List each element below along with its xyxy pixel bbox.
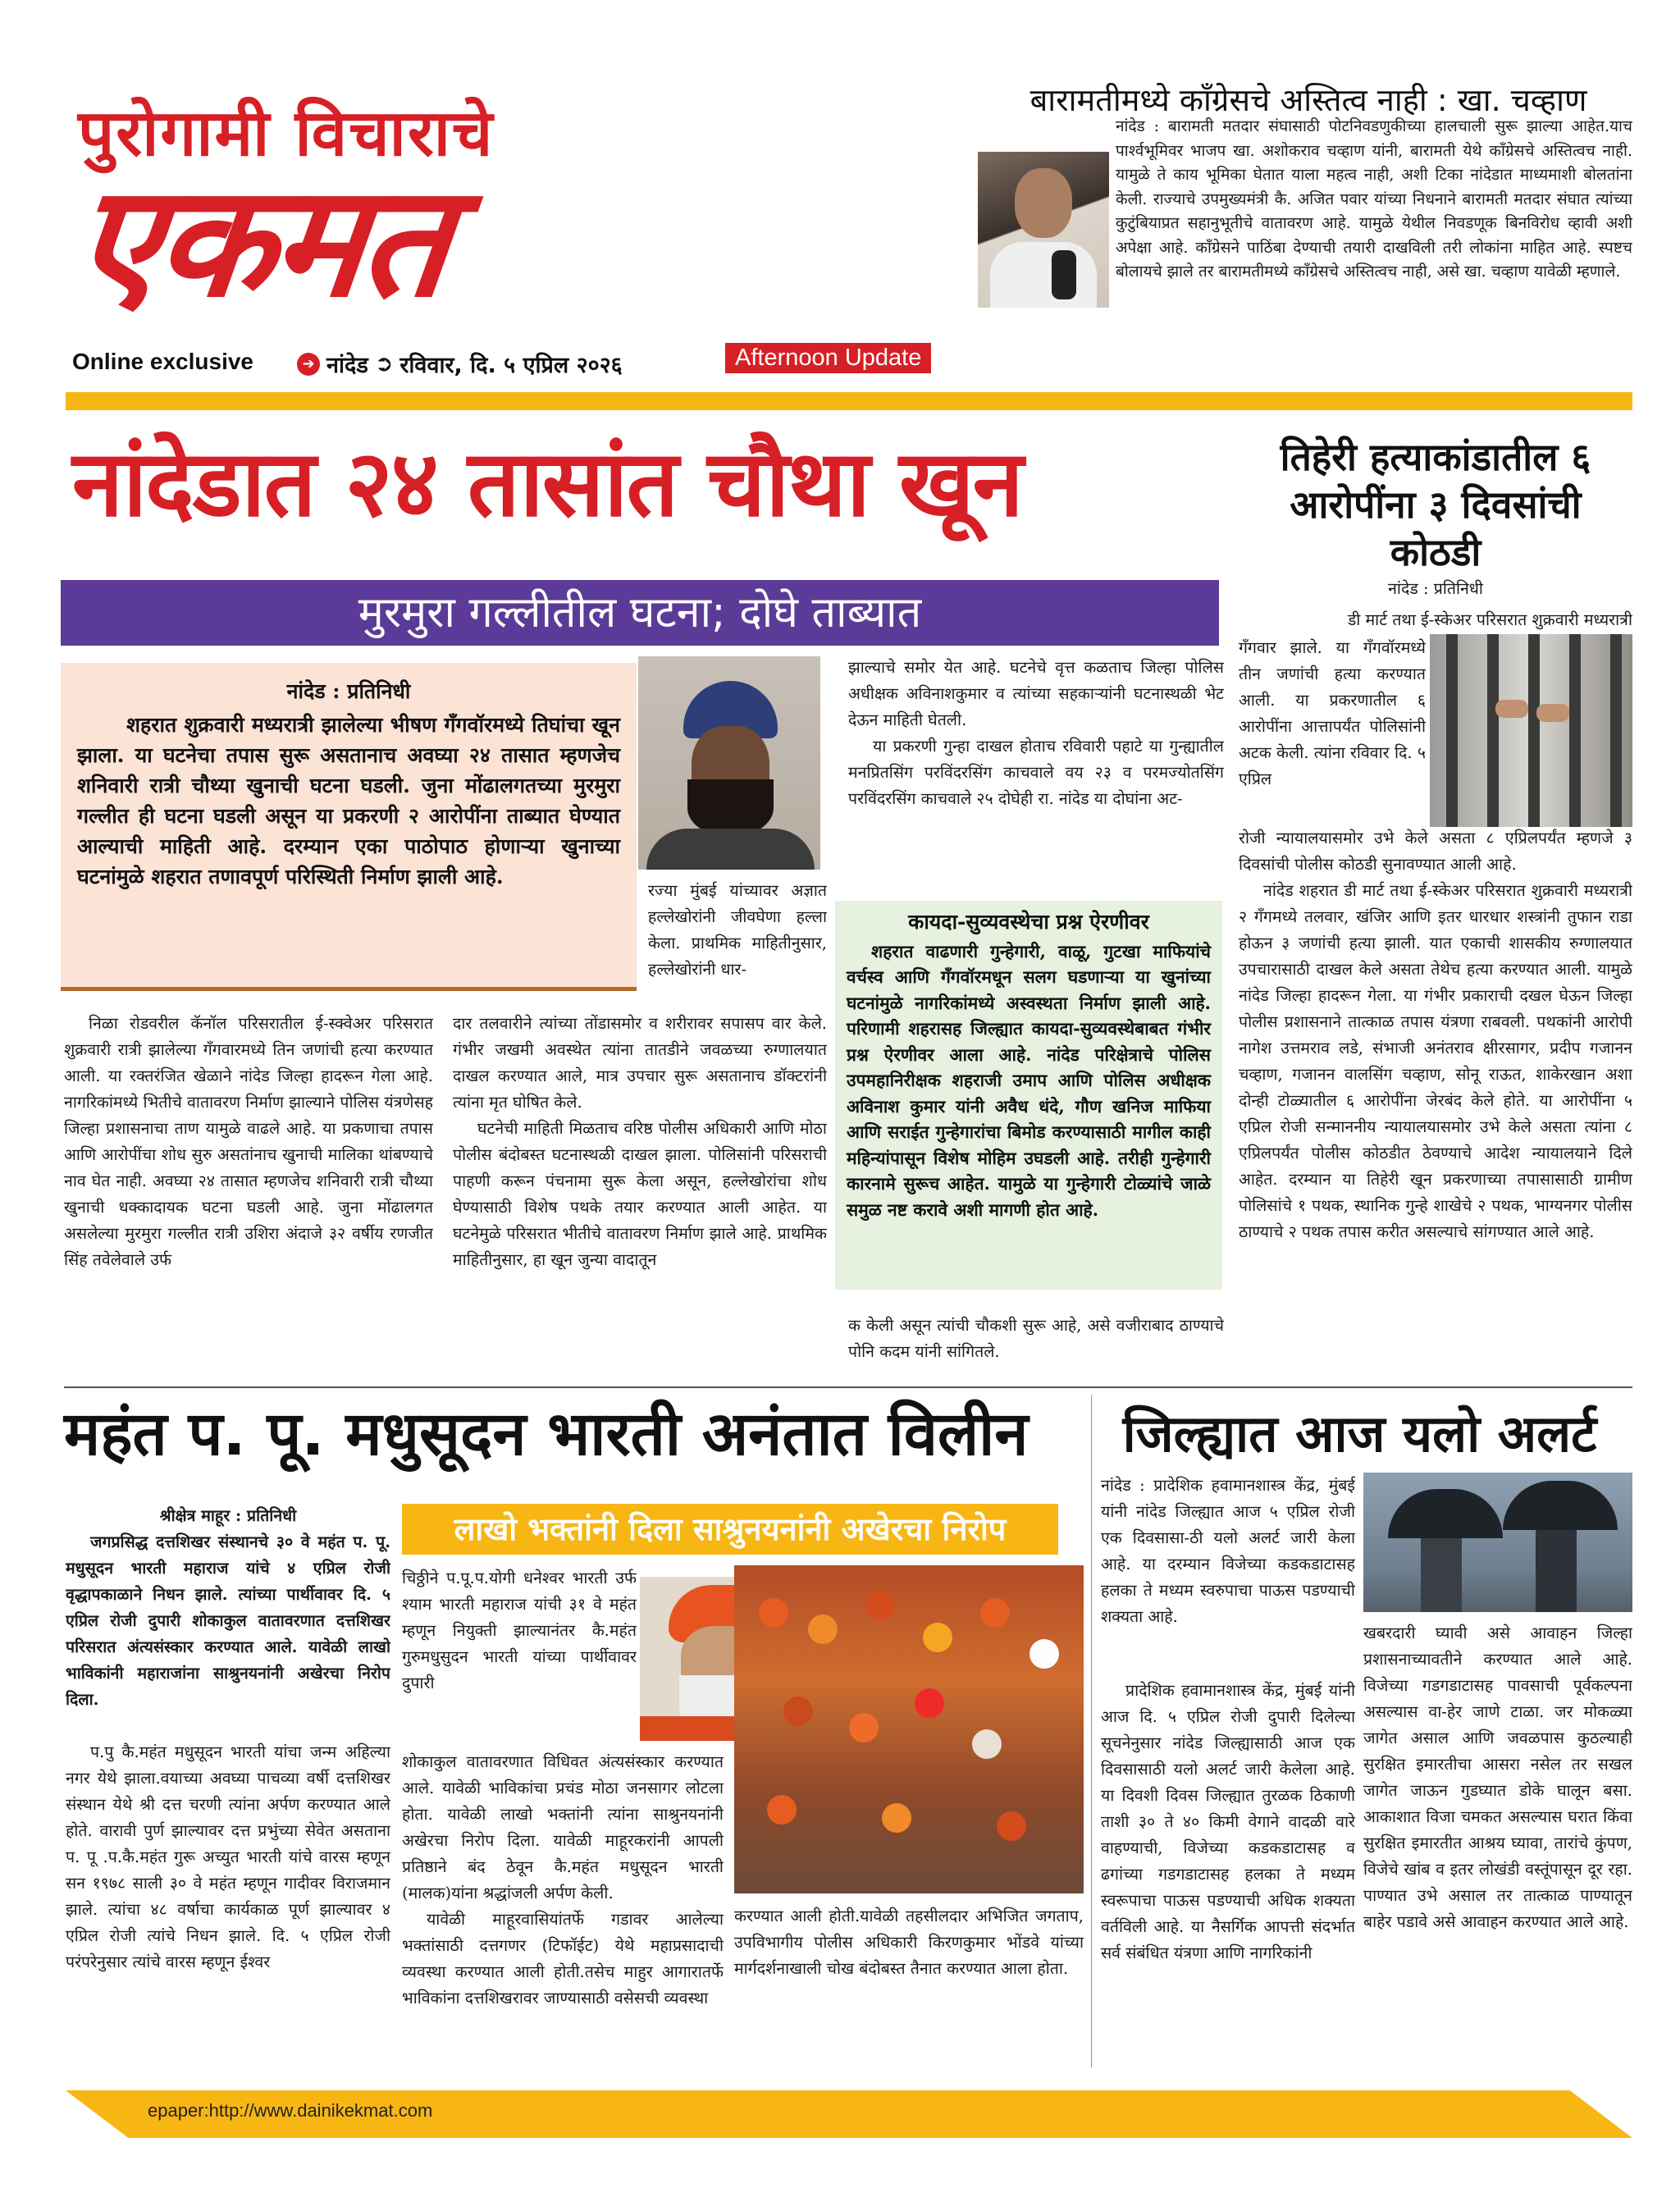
baramati-body: नांदेड : बारामती मतदार संघासाठी पोटनिवडणुकीच्या हालचाली सुरू झाल्या आहेत.याच पार्श्वभूमिवर भाजप खा. अशोकराव चव्हाण यांनी, बारामती येथे काँग्रेसचे अस्तित्वच नाही. यामुळे ते काय भूमिका घेतात याला महत्व नाही, अशी टिका नांदेडात माध्यमाशी बोलतांना केली. राज्याचे उपमुख्यमंत्री कै. अजित पवार यांच्या निधनाने बारामती मतदार संघात त्यांच्या कुटुंबियाप्रत सहानुभूतीचे वातावरण आहे. यामुळे येथील निवडणूक बिनविरोध व्हावी अशी अपेक्षा आहे. काँग्रेसने पाठिंबा देण्याची तयारी दाखविली तरी लोकांना माहित आहे. स्पष्टच बोलायचे झाले तर बारामतीमध्ये काँग्रेसचे अस्तित्वच नाही, असे खा. चव्हाण यावेळी म्हणाले. <box>1116 117 1632 281</box>
lead-byline: नांदेड : प्रतिनिधी <box>286 679 411 703</box>
yellow-divider-bar <box>66 392 1632 410</box>
arrow-icon: ➲ <box>374 351 394 377</box>
mahant-lead: श्रीक्षेत्र माहूर : प्रतिनिधी जगप्रसिद्ध दत्तशिखर संस्थानचे ३० वे महंत प. पू. मधुसूदन भारती महाराज यांचे ४ एप्रिल रोजी वृद्धापकाळाने निधन झाले. त्यांच्या पार्थीवावर दि. ५ एप्रिल रोजी दुपारी शोकाकुल वातावरणात दत्तशिखर परिसरात अंत्यसंस्कार करण्यात आले. यावेळी लाखो भाविकांनी महाराजांना साश्रुनयनांनी अखेरचा निरोप दिला. <box>66 1506 390 1709</box>
online-exclusive-label: Online exclusive <box>72 349 253 374</box>
mahant-col1: प.पु कै.महंत मधुसूदन भारती यांचा जन्म अहिल्या नगर येथे झाला.वयाच्या अवघ्या पाचव्या वर्षी दत्तशिखर संस्थान येथे श्री दत्त चरणी त्यांना अर्पण करण्यात आले होते. वारावी पुर्ण झाल्यावर दत्त प्रभुंच्या सेवेत असताना प. पू .प.कै.महंत गुरू अच्युत भारती यांचे वारस म्हणून सन १९७८ साली ३० वे महंत म्हणून गादीवर विराजमान झाले. त्यांचा ४८ वर्षाचा कार्यकाळ पूर्ण झाल्यावर ४ एप्रिल रोजी त्यांचे निधन झाले. दि. ५ एप्रिल रोजी परंपरेनुसार त्यांचे वारस म्हणून ईश्वर <box>66 1743 390 1971</box>
lead-text: शहरात शुक्रवारी मध्यरात्री झालेल्या भीषण गँगवॉरमध्ये तिघांचा खून झाला. या घटनेचा तपास सुरू असतानाच अवघ्या २४ तासात म्हणजेच शनिवारी रात्री चौथ्या खुनाची घटना घडली. जुना मोंढालगतच्या मुरमुरा गल्लीत ही घटना घडली असून या प्रकरणी २ आरोपींना ताब्यात घेण्यात आल्याची माहिती आहे. दरम्यान एका पाठोपाठ होणाऱ्या खुनाच्या घटनांमुळे शहरात तणावपूर्ण परिस्थिती निर्माण झाली आहे. <box>77 713 620 888</box>
mahant-headline: महंत प. पू. मधुसूदन भारती अनंतात विलीन <box>64 1399 1029 1469</box>
victim-photo <box>638 656 820 870</box>
law-order-box <box>835 901 1222 1290</box>
law-order-text: शहरात वाढणारी गुन्हेगारी, वाळू, गुटखा माफियांचे वर्चस्व आणि गँगवॉरमधून सलग घडणाऱ्या या खुनांच्या घटनांमुळे नागरिकांमध्ये अस्वस्थता निर्माण झाली आहे. परिणामी शहरासह जिल्ह्यात कायदा-सुव्यवस्थेबाबत गंभीर प्रश्न ऐरणीवर आला आहे. नांदेड परिक्षेत्राचे पोलिस उपमहानिरीक्षक शहराजी उमाप आणि पोलिस अधीक्षक अविनाश कुमार यांनी अवैध धंदे, गौण खनिज माफिया आणि सराईत गुन्हेगारांचा बिमोड करण्यासाठी मागील काही महिन्यांपासून विशेष मोहिम उघडली आहे. तरीही गुन्हेगारी कारनामे सुरूच आहेत. यामुळे या गुन्हेगारी टोळ्यांचे जाळे समुळ नष्ट करावे अशी मागणी होत आहे. <box>847 940 1211 1220</box>
edition-badge: Afternoon Update <box>725 343 931 373</box>
arrow-right-icon: ➔ <box>297 353 320 376</box>
masthead-logo: एकमत <box>66 152 456 331</box>
tihari-bottom-col: रोजी न्यायालयासमोर उभे केले असता ८ एप्रिलपर्यंत म्हणजे ३ दिवसांची पोलीस कोठडी सुनावण्यात आली आहे. नांदेड शहरात डी मार्ट तथा ई-स्केअर परिसरात शुक्रवारी मध्यरात्री २ गँगमध्ये तलवार, खंजिर आणि इतर धारधार शस्त्रांनी तुफान राडा होऊन ३ जणांची हत्या झाली. यात एकाची शासकीय रुग्णालयात उपचारासाठी दाखल केले असता तेथेच हत्या करण्यात आली. यामुळे नांदेड जिल्हा हादरून गेला. या गंभीर प्रकाराची दखल घेऊन जिल्हा पोलीस प्रशासनाने तात्काळ तपास यंत्रणा राबवली. पथकांनी आरोपी नागेश उत्तमराव लडे, संभाजी अनंतराव क्षीरसागर, प्रदीप गजानन चव्हाण, गजानन वालसिंग चव्हाण, सोनू राऊत, शाकेरखान अशा दोन्ही टोळ्यातील ६ आरोपींना जेरबंद केले होते. या आरोपींना ५ एप्रिल रोजी सन्माननीय न्यायालयासमोर उभे केले असता त्यांना ८ एप्रिलपर्यंत पोलीस कोठडीत ठेवण्याचे आदेश न्यायालयाने दिले आहेत. दरम्यान या तिहेरी खून प्रकरणाच्या तपासासाठी ग्रामीण पोलिसांचे १ पथक, स्थानिक गुन्हे शाखेचे २ पथक, भाग्यनगर पोलीस ठाण्याचे २ पथक तपास करीत असल्याचे सांगण्यात आले आहे. <box>1239 829 1632 1241</box>
main-headline: नांदेडात २४ तासांत चौथा खून <box>72 431 1022 537</box>
epaper-link[interactable]: epaper:http://www.dainikekmat.com <box>148 2100 433 2121</box>
law-order-heading: कायदा-सुव्यवस्थेचा प्रश्न ऐरणीवर <box>908 910 1149 934</box>
main-col3-top: झाल्याचे समोर येत आहे. घटनेचे वृत्त कळताच जिल्हा पोलिस अधीक्षक अविनाशकुमार व त्यांच्या सहकाऱ्यांनी घटनास्थळी भेट देऊन माहिती घेतली. या प्रकरणी गुन्हा दाखल होताच रविवारी पहाटे या गुन्ह्यातील मनप्रितसिंग परविंदरसिंग काचवाले वय २३ व परमज्योतसिंग परविंदरसिंग काचवाले २५ दोघेही रा. नांदेड या दोघांना अट- <box>848 658 1224 808</box>
tihari-left-col: गँगवार झाले. या गँगवॉरमध्ये तीन जणांची हत्या करण्यात आली. या प्रकरणातील ६ आरोपींना आत्तापर्यंत पोलिसांनी अटक केली. त्यांना रविवार दि. ५ एप्रिल <box>1239 638 1426 788</box>
tihari-headline: तिहेरी हत्याकांडातील ६ आरोपींना ३ दिवसांची कोठडी <box>1280 435 1591 574</box>
baramati-headline: बारामतीमध्ये काँग्रेसचे अस्तित्व नाही : खा. चव्हाण <box>1029 82 1587 118</box>
tihari-top-line: डी मार्ट तथा ई-स्केअर परिसरात शुक्रवारी मध्यरात्री <box>1347 610 1632 629</box>
main-col2-top: रज्या मुंबई यांच्यावर अज्ञात हल्लेखोरांनी जीवघेणा हल्ला केला. प्राथमिक माहितीनुसार, हल्लेखोरांनी धार- <box>648 881 827 979</box>
section-divider <box>64 1386 1632 1388</box>
mahant-subheadline: लाखो भक्तांनी दिला साश्रुनयनांनी अखेरचा निरोप <box>402 1504 1058 1555</box>
tihari-byline: नांदेड : प्रतिनिधी <box>1388 579 1483 598</box>
mahant-col2-bottom: शोकाकुल वातावरणात विधिवत अंत्यसंस्कार करण्यात आले. यावेळी भाविकांचा प्रचंड मोठा जनसागर लोटला होता. यावेळी लाखो भक्तांनी त्यांना साश्रुनयनांनी अखेरचा निरोप दिला. यावेळी माहूरकरांनी आपली प्रतिष्ठाने बंद ठेवून कै.महंत मधुसूदन भारती (मालक)यांना श्रद्धांजली अर्पण केली. यावेळी माहूरवासियांतर्फे गडावर आलेल्या भक्तांसाठी दत्तगणर (टिफॉईट) येथे महाप्रसादाची व्यवस्था करण्यात आली होती.तसेच माहुर आगारातर्फे भाविकांना दत्तशिखरावर जाण्यासाठी वसेसची व्यवस्था <box>402 1752 724 2007</box>
mahant-col2-top: चिठ्ठीने प.पू.प.योगी धनेश्वर भारती उर्फ श्याम भारती महाराज यांची ३१ वे महंत म्हणून नियुक्ती झाल्यानंतर कै.महंत गुरुमधुसुदन भारती यांच्या पार्थीवावर दुपारी <box>402 1569 637 1692</box>
alert-col2: खबरदारी घ्यावी असे आवाहन जिल्हा प्रशासनाच्यावतीने करण्यात आले आहे. विजेच्या गडगडाटासह पावसाची पूर्वकल्पना असल्यास वा-हेर जाणे टाळा. जर मोकळ्या जागेत असाल आणि जवळपास कुठल्याही सुरक्षित इमारतीचा आसरा नसेल तर सखल जागेत जाऊन गुडघ्यात डोके घालून बसा. आकाशात विजा चमकत असल्यास घरात किंवा सुरक्षित इमारतीत आश्रय घ्यावा, तारांचे कुंपण, विजेचे खांब व इतर लोखंडी वस्तूंपासून दूर रहा. पाण्यात उभे असाल तर तात्काळ पाण्यातून बाहेर पडावे असे आवाहन करण्यात आले आहे. <box>1363 1624 1632 1931</box>
masthead-tagline: पुरोगामी विचाराचे <box>78 97 495 171</box>
jail-photo <box>1430 634 1632 827</box>
dateline <box>297 349 623 379</box>
dateline-date: रविवार, दि. ५ एप्रिल २०२६ <box>399 353 623 378</box>
funeral-crowd-photo <box>734 1565 1084 1893</box>
alert-col1-top: नांदेड : प्रादेशिक हवामानशास्त्र केंद्र, मुंबई यांनी नांदेड जिल्ह्यात आज ५ एप्रिल रोजी एक दिवसासा-ठी यलो अलर्ट जारी केला आहे. या दरम्यान विजेच्या कडकडाटासह हलका ते मध्यम स्वरुपाचा पाऊस पडण्याची शक्यता आहे. <box>1101 1476 1355 1626</box>
alert-headline: जिल्ह्यात आज यलो अलर्ट <box>1122 1404 1597 1464</box>
lead-box <box>61 663 637 991</box>
rain-umbrella-photo <box>1363 1473 1632 1612</box>
mahant-col3: करण्यात आली होती.यावेळी तहसीलदार अभिजित जगताप, उपविभागीय पोलीस अधिकारी किरणकुमार भोंडवे यांच्या मार्गदर्शनाखाली चोख बंदोबस्त तैनात करण्यात आला होता. <box>734 1907 1084 1978</box>
main-col2-bottom: दार तलवारीने त्यांच्या तोंडासमोर व शरीरावर सपासप वार केले. गंभीर जखमी अवस्थेत त्यांना तातडीने जवळच्या रुग्णालयात दाखल करण्यात आले, मात्र उपचार सुरू असतानाच डॉक्टरांनी त्यांना मृत घोषित केले. घटनेची माहिती मिळताच वरिष्ठ पोलीस अधिकारी आणि मोठा पोलीस बंदोबस्त घटनास्थळी दाखल झाला. पोलिसांनी परिसराची पाहणी करून पंचनामा सुरू केला असून, हल्लेखोरांचा शोध घेण्यासाठी विशेष पथके तयार करण्यात आली आहेत. या घटनेमुळे परिसरात भीतीचे वातावरण निर्माण झाले आहे. प्राथमिक माहितीनुसार, हा खून जुन्या वादातून <box>453 1014 827 1269</box>
main-col1: निळा रोडवरील कॅनॉल परिसरातील ई-स्क्वेअर परिसरात शुक्रवारी रात्री झालेल्या गँगवारमध्ये तिन जणांची हत्या करण्यात आली. या रक्तरंजित खेळाने नांदेड जिल्हा हादरून गेला आहे. नागरिकांमध्ये भितीचे वातावरण निर्माण झाल्याने पोलिस यंत्रणेसह जिल्हा प्रशासनाचा ताण यामुळे वाढले आहे. या प्रकणाचा तपास आणि आरोपींचा शोध सुरु असतांनाच खुनाची मालिका थांबण्याचे नाव घेत नाही. अवघ्या २४ तासात म्हणजेच शनिवारी रात्री चौथ्या खुनाची धक्कादायक घटना घडली आहे. जुना मोंढालगत असलेल्या मुरमुरा गल्लीत रात्री उशिरा अंदाजे ३२ वर्षीय रणजीत सिंह तवेलेवाले उर्फ <box>64 1014 433 1269</box>
alert-col1-bottom: प्रादेशिक हवामानशास्त्र केंद्र, मुंबई यांनी आज दि. ५ एप्रिल रोजी दुपारी दिलेल्या सूचनेनुसार नांदेड जिल्ह्यासाठी आज एक दिवसासाठी यलो अलर्ट जारी केलेला आहे. या दिवशी दिवस जिल्ह्यात तुरळक ठिकाणी ताशी ३० ते ४० किमी वेगाने वादळी वारे वाहण्याची, विजेच्या कडकडाटासह व ढगांच्या गडगडाटासह हलका ते मध्यम स्वरूपाचा पाऊस पडण्याची अधिक शक्यता वर्तविली आहे. या नैसर्गिक आपत्ती संदर्भात सर्व संबंधित यंत्रणा आणि नागरिकांनी <box>1101 1681 1355 1962</box>
dateline-city: नांदेड <box>326 353 368 378</box>
main-col3-bottom: क केली असून त्यांची चौकशी सुरू आहे, असे वजीराबाद ठाण्याचे पोनि कदम यांनी सांगितले. <box>848 1316 1224 1361</box>
column-rule <box>1091 1395 1092 2067</box>
main-subheadline: मुरमुरा गल्लीतील घटना; दोघे ताब्यात <box>61 580 1219 646</box>
